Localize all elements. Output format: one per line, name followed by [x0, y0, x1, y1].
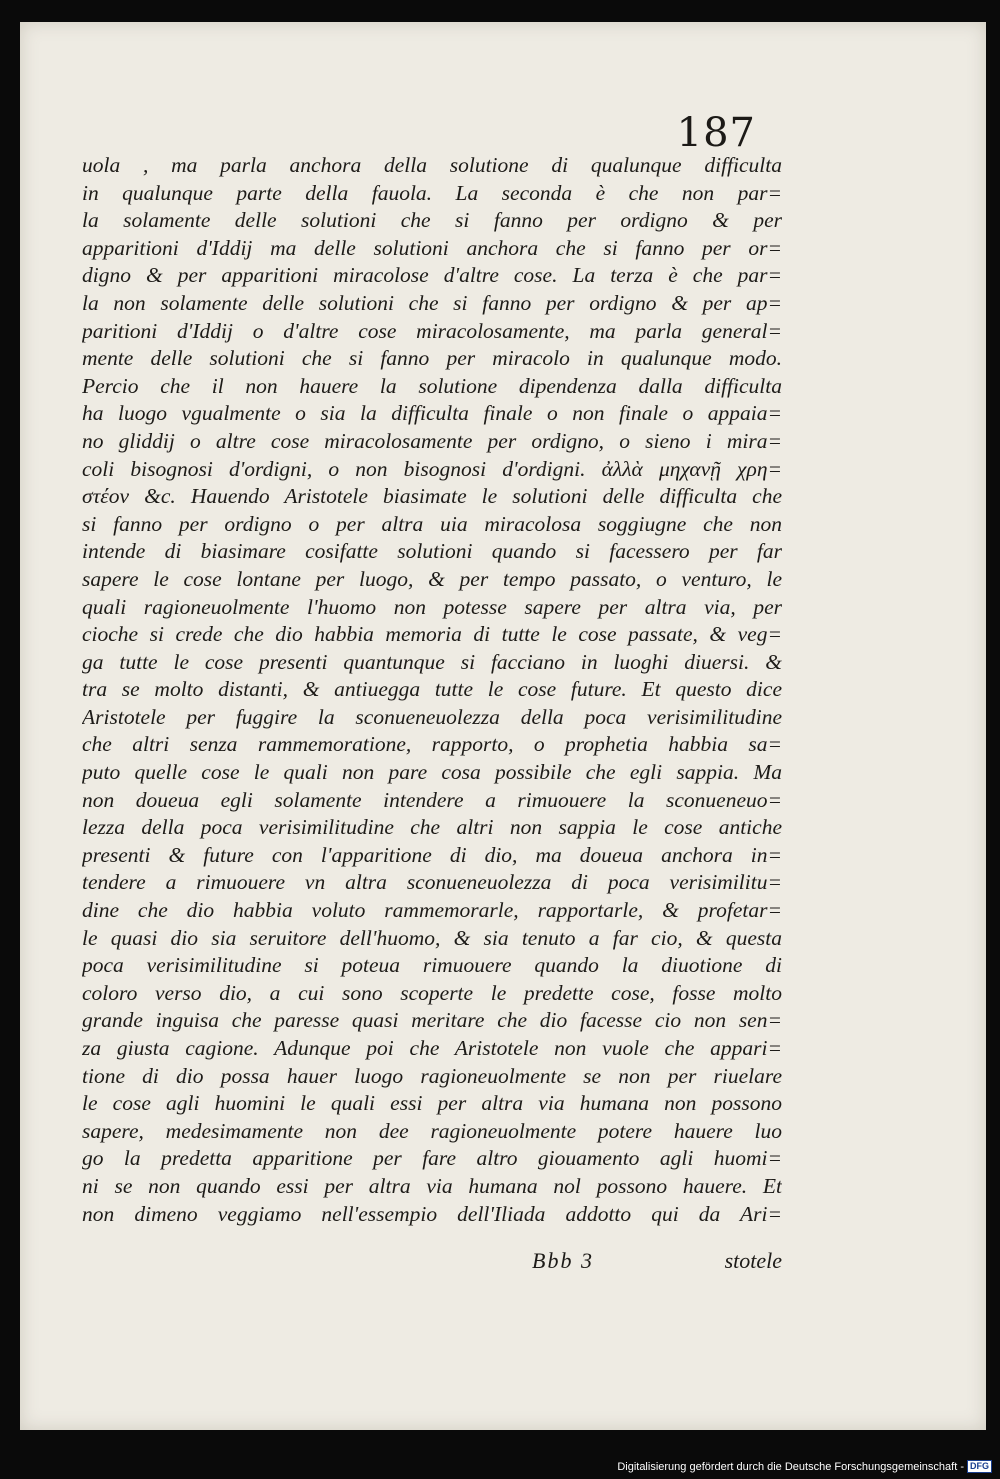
signature-mark: Bbb 3 — [532, 1248, 594, 1273]
text-line: la solamente delle solutioni che si fanno per ordigno & per — [82, 208, 782, 233]
text-line: sapere le cose lontane per luogo, & per tempo passato, o venturo, le — [82, 566, 782, 591]
text-line: che altri senza rammemoratione, rapporto, o prophetia habbia sa= — [82, 732, 782, 757]
text-line: στέον &c. Hauendo Aristotele biasimate le solutioni delle difficulta che — [82, 484, 782, 509]
text-line: sapere, medesimamente non dee ragioneuolmente potere hauere luo — [82, 1118, 782, 1143]
text-line: non dimeno veggiamo nell'essempio dell'Iliada addotto qui da Ari= — [82, 1201, 782, 1226]
text-line: Aristotele per fuggire la sconueneuolezza della poca verisimilitudine — [82, 704, 782, 729]
text-line: apparitioni d'Iddij ma delle solutioni anchora che si fanno per or= — [82, 235, 782, 260]
text-line: le cose agli huomini le quali essi per altra via humana non possono — [82, 1091, 782, 1116]
text-line: ga tutte le cose presenti quantunque si facciano in luoghi diuersi. & — [82, 649, 782, 674]
catchword: stotele — [724, 1248, 782, 1273]
text-line: uola , ma parla anchora della solutione di qualunque difficulta — [82, 153, 782, 177]
text-line: paritioni d'Iddij o d'altre cose miracolosamente, ma parla general= — [82, 318, 782, 343]
text-line: intende di biasimare cosifatte solutioni quando si facessero per far — [82, 539, 782, 564]
text-line: grande inguisa che paresse quasi meritare che dio facesse cio non sen= — [82, 1008, 782, 1033]
text-line: si fanno per ordigno o per altra uia miracolosa soggiugne che non — [82, 511, 782, 536]
digitization-credit — [617, 1460, 992, 1473]
text-line: puto quelle cose le quali non pare cosa possibile che egli sappia. Ma — [82, 760, 782, 785]
text-line: coloro verso dio, a cui sono scoperte le predette cose, fosse molto — [82, 980, 782, 1005]
text-line: lezza della poca verisimilitudine che altri non sappia le cose antiche — [82, 815, 782, 840]
text-line: Percio che il non hauere la solutione dipendenza dalla difficulta — [82, 373, 782, 398]
book-page — [20, 22, 986, 1430]
text-line: ha luogo vgualmente o sia la difficulta finale o non finale o appaia= — [82, 401, 782, 426]
body-text — [82, 152, 782, 1228]
text-line: quali ragioneuolmente l'huomo non potesse sapere per altra via, per — [82, 594, 782, 619]
text-line: no gliddij o altre cose miracolosamente per ordigno, o sieno i mira= — [82, 428, 782, 453]
text-line: le quasi dio sia seruitore dell'huomo, & sia tenuto a far cio, & questa — [82, 925, 782, 950]
page-number: 187 — [676, 110, 756, 156]
text-line: mente delle solutioni che si fanno per miracolo in qualunque modo. — [82, 346, 782, 371]
text-line: digno & per apparitioni miracolose d'altre cose. La terza è che par= — [82, 263, 782, 288]
page-footer — [82, 1248, 782, 1278]
text-line: non doueua egli solamente intendere a rimuouere la sconueneuo= — [82, 787, 782, 812]
text-line: coli bisognosi d'ordigni, o non bisognosi d'ordigni. ἀλλὰ μηχανῇ χρη= — [82, 456, 782, 481]
dfg-logo: DFG — [967, 1460, 992, 1473]
text-line: la non solamente delle solutioni che si fanno per ordigno & per ap= — [82, 290, 782, 315]
text-line: tione di dio possa hauer luogo ragioneuolmente se non per riuelare — [82, 1063, 782, 1088]
text-line: poca verisimilitudine si poteua rimuouere quando la diuotione di — [82, 953, 782, 978]
text-line: tendere a rimuouere vn altra sconueneuolezza di poca verisimilitu= — [82, 870, 782, 895]
text-line: cioche si crede che dio habbia memoria di tutte le cose passate, & veg= — [82, 622, 782, 647]
text-line: dine che dio habbia voluto rammemorarle, rapportarle, & profetar= — [82, 898, 782, 923]
text-line: in qualunque parte della fauola. La seconda è che non par= — [82, 180, 782, 205]
text-line: tra se molto distanti, & antiuegga tutte le cose future. Et questo dice — [82, 677, 782, 702]
text-line: go la predetta apparitione per fare altro giouamento agli huomi= — [82, 1146, 782, 1171]
credit-text: Digitalisierung gefördert durch die Deutsche Forschungsgemeinschaft - — [617, 1460, 964, 1473]
text-line: za giusta cagione. Adunque poi che Aristotele non vuole che appari= — [82, 1036, 782, 1060]
text-line: ni se non quando essi per altra via humana nol possono hauere. Et — [82, 1173, 782, 1198]
text-line: presenti & future con l'apparitione di dio, ma doueua anchora in= — [82, 842, 782, 867]
